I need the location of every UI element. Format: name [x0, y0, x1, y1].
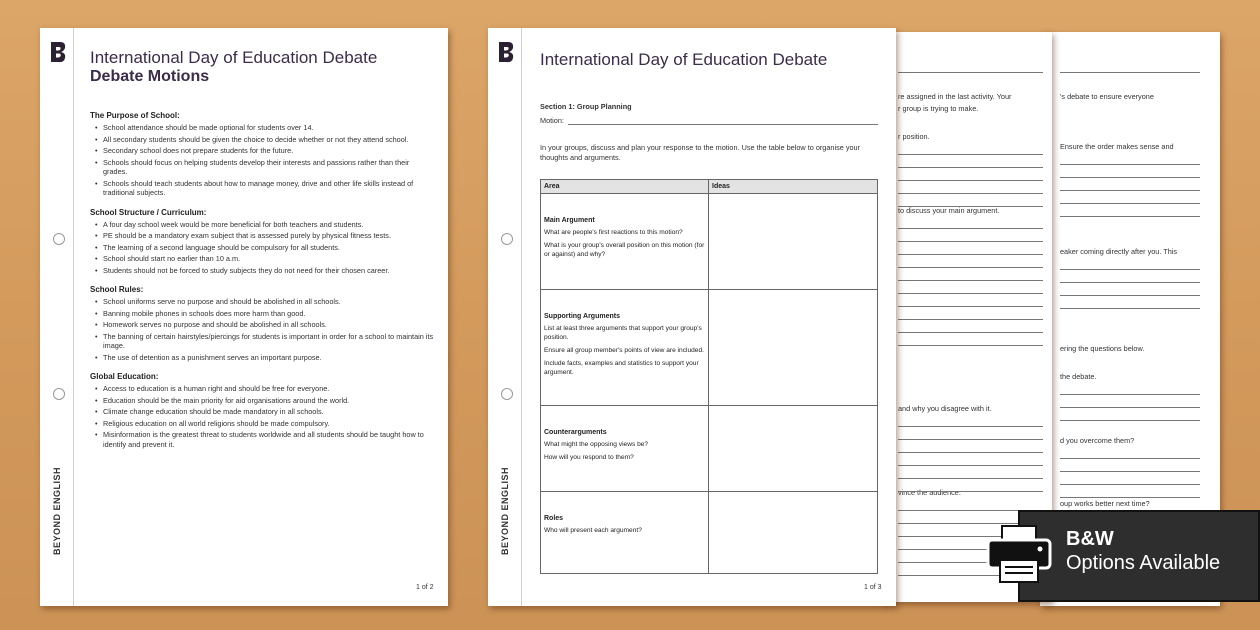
- row-prompt: Who will present each argument?: [544, 527, 642, 534]
- row-heading: Roles: [544, 515, 564, 522]
- worksheet-page-1: [40, 28, 448, 606]
- motion-item: • All secondary students should be given the choice to decide whether or not they attend school.: [90, 135, 435, 145]
- row-heading: Counterarguments: [544, 429, 607, 436]
- margin-bar: [488, 28, 522, 606]
- motion-item: • Schools should focus on helping students develop their interests and passions rather than their grades.: [90, 158, 435, 177]
- brand-label: BEYOND ENGLISH: [52, 466, 62, 556]
- motion-item: • The banning of certain hairstyles/piercings for students is important in order for a school to maintain its image.: [90, 332, 435, 351]
- text-fragment: oup works better next time?: [1060, 499, 1150, 508]
- bw-options-badge: [1018, 510, 1260, 602]
- motion-item: • Climate change education should be made mandatory in all schools.: [90, 407, 435, 417]
- writing-lines[interactable]: [1060, 446, 1200, 498]
- text-fragment: 's debate to ensure everyone: [1060, 92, 1154, 101]
- section-heading: School Rules:: [90, 285, 144, 294]
- badge-subtitle: Options Available: [1066, 552, 1221, 574]
- table-row: [541, 194, 878, 290]
- motion-item: • Students should not be forced to study subjects they do not need for their chosen career.: [90, 266, 435, 276]
- motion-item: • Education should be the main priority for aid organisations around the world.: [90, 396, 435, 406]
- motion-list: [90, 384, 435, 449]
- motion-list: [90, 297, 435, 362]
- motion-list: [90, 220, 435, 276]
- section-heading: School Structure / Curriculum:: [90, 207, 207, 217]
- punch-hole: [53, 233, 65, 245]
- row-prompt: What might the opposing views be?: [544, 441, 649, 448]
- row-prompt: What is your group's overall position on this motion (for or against) and why?: [544, 242, 705, 258]
- text-fragment: the debate.: [1060, 372, 1097, 381]
- writing-lines[interactable]: [898, 414, 1043, 492]
- writing-lines[interactable]: [1060, 152, 1200, 217]
- printer-icon: [986, 524, 1052, 584]
- row-prompt: How will you respond to them?: [544, 454, 634, 461]
- text-fragment: r position.: [898, 132, 930, 141]
- text-fragment: Ensure the order makes sense and: [1060, 142, 1174, 151]
- table-row: [541, 406, 878, 492]
- motion-item: • Religious education on all world religions should be made compulsory.: [90, 419, 435, 429]
- worksheet-page-2: [488, 28, 896, 606]
- writing-lines[interactable]: [1060, 382, 1200, 421]
- row-heading: Main Argument: [544, 217, 595, 224]
- row-prompt: What are people's first reactions to this motion?: [544, 229, 683, 236]
- ideas-cell[interactable]: [709, 194, 878, 290]
- text-fragment: r group is trying to make.: [898, 104, 979, 113]
- row-prompt: Ensure all group member's points of view are included.: [544, 347, 704, 354]
- ideas-cell[interactable]: [709, 406, 878, 492]
- punch-hole: [501, 388, 513, 400]
- motion-item: • School attendance should be made optional for students over 14.: [90, 123, 435, 133]
- motion-item: • Banning mobile phones in schools does more harm than good.: [90, 309, 435, 319]
- section-heading: Section 1: Group Planning: [540, 102, 632, 111]
- table-header-ideas: Ideas: [709, 180, 878, 194]
- section-heading: Global Education:: [90, 372, 159, 381]
- margin-bar: [40, 28, 74, 606]
- instructions: In your groups, discuss and plan your response to the motion. Use the table below to organise your thoughts and arguments.: [540, 143, 861, 162]
- ideas-cell[interactable]: [709, 290, 878, 406]
- motion-list: [90, 123, 435, 198]
- text-fragment: re assigned in the last activity. Your: [898, 92, 1012, 101]
- text-fragment: eaker coming directly after you. This: [1060, 247, 1178, 256]
- motion-item: • A four day school week would be more beneficial for both teachers and students.: [90, 220, 435, 230]
- badge-title: B&W: [1066, 528, 1114, 550]
- brand-label: BEYOND ENGLISH: [500, 466, 510, 556]
- section-heading: The Purpose of School:: [90, 111, 180, 120]
- text-fragment: d you overcome them?: [1060, 436, 1135, 445]
- table-row: [541, 492, 878, 574]
- page-title: International Day of Education Debate: [90, 48, 378, 67]
- motion-item: • School should start no earlier than 10 a.m.: [90, 254, 435, 264]
- row-prompt: List at least three arguments that support your group's position.: [544, 325, 702, 341]
- motion-label: Motion:: [540, 116, 564, 125]
- row-prompt: Include facts, examples and statistics to support your argument.: [544, 360, 699, 376]
- beyond-logo-icon: [496, 40, 516, 64]
- motion-item: • Schools should teach students about how to manage money, drive and other life skills instead of traditional subjects.: [90, 179, 435, 198]
- motion-item: • Misinformation is the greatest threat to students worldwide and all students should be taught how to identify and prevent it.: [90, 430, 435, 449]
- motion-item: • The use of detention as a punishment serves an important purpose.: [90, 353, 435, 363]
- text-fragment: and why you disagree with it.: [898, 404, 992, 413]
- motion-item: • Secondary school does not prepare students for the future.: [90, 146, 435, 156]
- motion-line: [568, 124, 878, 125]
- writing-lines[interactable]: [898, 60, 1043, 73]
- page-number: 1 of 2: [416, 584, 434, 591]
- writing-lines[interactable]: [1060, 257, 1200, 309]
- writing-lines[interactable]: [898, 142, 1043, 207]
- beyond-logo-icon: [48, 40, 68, 64]
- punch-hole: [53, 388, 65, 400]
- motion-item: • School uniforms serve no purpose and should be abolished in all schools.: [90, 297, 435, 307]
- table-header-area: Area: [541, 180, 709, 194]
- table-row: [541, 290, 878, 406]
- page-title: International Day of Education Debate: [540, 50, 828, 69]
- writing-lines[interactable]: [1060, 60, 1200, 73]
- planning-table: [540, 179, 878, 574]
- motion-item: • Access to education is a human right and should be free for everyone.: [90, 384, 435, 394]
- text-fragment: vince the audience.: [898, 488, 961, 497]
- motions-list: [90, 111, 435, 459]
- writing-lines[interactable]: [898, 216, 1043, 346]
- row-heading: Supporting Arguments: [544, 313, 620, 320]
- motion-item: • Homework serves no purpose and should be abolished in all schools.: [90, 320, 435, 330]
- motion-item: • The learning of a second language should be compulsory for all students.: [90, 243, 435, 253]
- punch-hole: [501, 233, 513, 245]
- ideas-cell[interactable]: [709, 492, 878, 574]
- page-subtitle: Debate Motions: [90, 68, 210, 85]
- motion-item: • PE should be a mandatory exam subject that is assessed purely by physical fitness tests.: [90, 231, 435, 241]
- page-number: 1 of 3: [864, 584, 882, 591]
- text-fragment: to discuss your main argument.: [898, 206, 1000, 215]
- text-fragment: ering the questions below.: [1060, 344, 1145, 353]
